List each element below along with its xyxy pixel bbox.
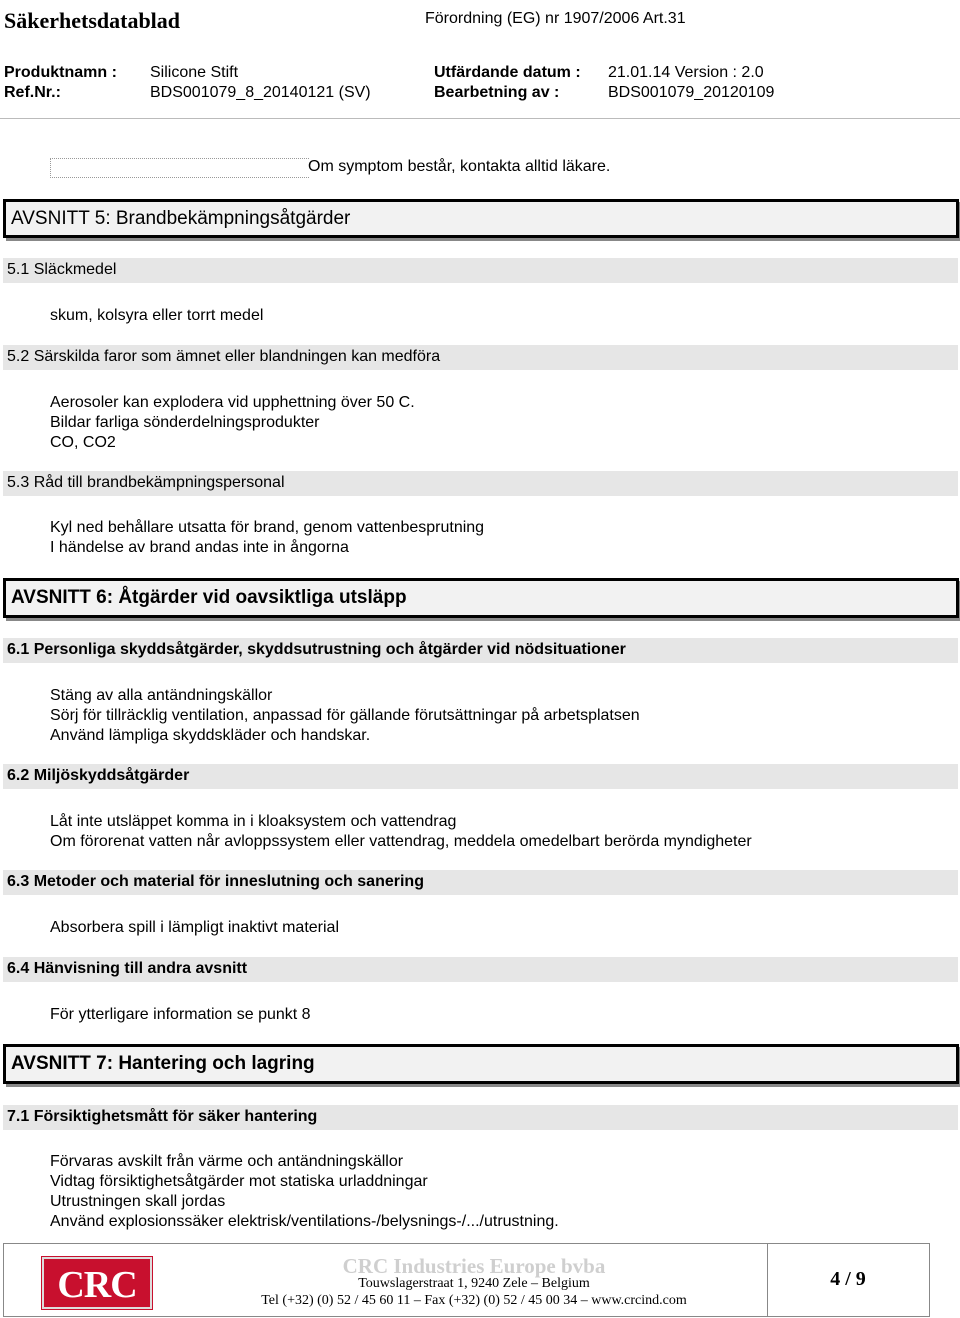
subsection-6-3-text	[50, 918, 339, 938]
subsection-6-2-text	[50, 812, 752, 852]
company-address: Touwslagerstraat 1, 9240 Zele – Belgium	[358, 1276, 590, 1291]
subsection-5-2-title: 5.2 Särskilda faror som ämnet eller blandningen kan medföra	[7, 348, 441, 365]
regulation-reference: Förordning (EG) nr 1907/2006 Art.31	[425, 10, 686, 27]
section-5-title: AVSNITT 5: Brandbekämpningsåtgärder	[11, 208, 351, 229]
subsection-5-2-text	[50, 393, 415, 453]
text-line: Stäng av alla antändningskällor	[50, 687, 273, 704]
text-line: I händelse av brand andas inte in ångorna	[50, 539, 349, 556]
subsection-6-2-bar	[3, 764, 958, 789]
subsection-6-4-text	[50, 1005, 311, 1025]
processing-value: BDS001079_20120109	[608, 84, 775, 101]
section-5-heading	[3, 199, 959, 238]
text-line: Sörj för tillräcklig ventilation, anpassad för gällande förutsättningar på arbetsplatsen	[50, 707, 640, 724]
document-title: Säkerhetsdatablad	[4, 8, 181, 33]
issue-date-value: 21.01.14 Version : 2.0	[608, 64, 764, 81]
text-line: Använd explosionssäker elektrisk/ventilations-/belysnings-/.../utrustning.	[50, 1213, 559, 1230]
dotted-placeholder	[50, 158, 309, 178]
subsection-7-1-text	[50, 1152, 559, 1232]
page-number: 4 / 9	[830, 1268, 866, 1290]
page-footer	[3, 1243, 930, 1317]
subsection-6-1-text	[50, 686, 640, 746]
text-line: Aerosoler kan explodera vid upphettning över 50 C.	[50, 394, 415, 411]
symptom-note: Om symptom består, kontakta alltid läkare.	[308, 158, 611, 175]
text-line: Använd lämpliga skyddskläder och handskar.	[50, 727, 371, 744]
subsection-6-3-bar	[3, 870, 958, 895]
subsection-5-3-title: 5.3 Råd till brandbekämpningspersonal	[7, 474, 285, 491]
text-line: Absorbera spill i lämpligt inaktivt material	[50, 919, 339, 936]
text-line: CO, CO2	[50, 434, 116, 451]
company-contact: Tel (+32) (0) 52 / 45 60 11 – Fax (+32) (0) 52 / 45 00 34 – www.crcind.com	[261, 1293, 687, 1308]
subsection-6-1-bar	[3, 638, 958, 663]
text-line: Om förorenat vatten når avloppssystem eller vattendrag, meddela omedelbart berörda myndigheter	[50, 833, 752, 850]
text-line: För ytterligare information se punkt 8	[50, 1006, 311, 1023]
ref-number-value: BDS001079_8_20140121 (SV)	[150, 84, 371, 101]
subsection-6-4-title: 6.4 Hänvisning till andra avsnitt	[7, 960, 248, 977]
text-line: skum, kolsyra eller torrt medel	[50, 307, 264, 324]
logo-text: CRC	[57, 1264, 137, 1306]
section-7-heading	[3, 1044, 959, 1084]
product-name-value: Silicone Stift	[150, 64, 239, 81]
subsection-5-3-text	[50, 518, 484, 558]
crc-logo	[42, 1257, 152, 1309]
issue-date-label: Utfärdande datum :	[434, 64, 581, 81]
section-7-title: AVSNITT 7: Hantering och lagring	[11, 1053, 315, 1074]
text-line: Bildar farliga sönderdelningsprodukter	[50, 414, 320, 431]
section-6-heading	[3, 578, 959, 618]
subsection-5-1-title: 5.1 Släckmedel	[7, 261, 117, 278]
product-name-label: Produktnamn :	[4, 64, 117, 81]
subsection-5-1-text	[50, 306, 263, 326]
processing-label: Bearbetning av :	[434, 84, 560, 101]
subsection-6-3-title: 6.3 Metoder och material för inneslutning och sanering	[7, 873, 424, 890]
subsection-5-1-bar	[3, 258, 958, 283]
text-line: Utrustningen skall jordas	[50, 1193, 226, 1210]
subsection-6-4-bar	[3, 957, 958, 982]
subsection-7-1-bar	[3, 1105, 958, 1130]
text-line: Förvaras avskilt från värme och antändningskällor	[50, 1153, 404, 1170]
header-divider	[0, 118, 960, 119]
subsection-5-3-bar	[3, 471, 958, 496]
ref-number-label: Ref.Nr.:	[4, 84, 61, 101]
text-line: Kyl ned behållare utsatta för brand, genom vattenbesprutning	[50, 519, 485, 536]
subsection-6-1-title: 6.1 Personliga skyddsåtgärder, skyddsutrustning och åtgärder vid nödsituationer	[7, 641, 626, 658]
subsection-6-2-title: 6.2 Miljöskyddsåtgärder	[7, 767, 190, 784]
text-line: Låt inte utsläppet komma in i kloaksystem och vattendrag	[50, 813, 457, 830]
company-name: CRC Industries Europe bvba	[342, 1254, 606, 1278]
subsection-5-2-bar	[3, 345, 958, 370]
text-line: Vidtag försiktighetsåtgärder mot statiska urladdningar	[50, 1173, 428, 1190]
subsection-7-1-title: 7.1 Försiktighetsmått för säker hantering	[7, 1108, 318, 1125]
section-6-title: AVSNITT 6: Åtgärder vid oavsiktliga utsläpp	[11, 587, 407, 608]
